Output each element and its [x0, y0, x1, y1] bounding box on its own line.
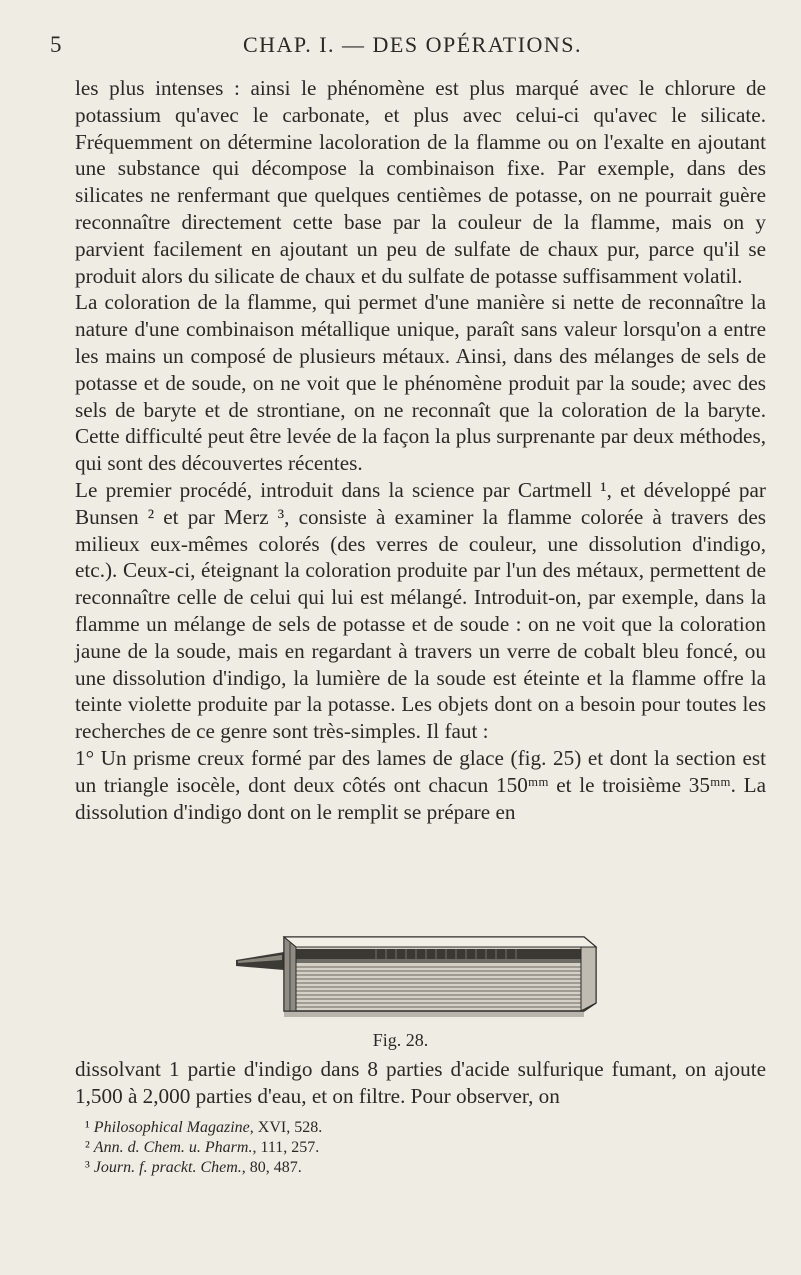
continuation-text: dissolvant 1 partie d'indigo dans 8 parties d'acide sulfurique fumant, on ajoute 1,500 à 2,000 parties d'eau, et on filtre. Pour observer, on: [75, 1057, 766, 1108]
footnotes: [85, 1118, 685, 1178]
footnote-ref: , XVI, 528.: [249, 1119, 323, 1136]
footnote-source: Journ. f. prackt. Chem.: [93, 1159, 242, 1176]
footnote-number: ³: [85, 1159, 90, 1176]
page-header: [50, 32, 775, 62]
footnote: [85, 1158, 685, 1178]
running-head: CHAP. I. — DES OPÉRATIONS.: [242, 32, 583, 57]
footnote-ref: , 111, 257.: [252, 1139, 320, 1156]
prism-figure: [236, 933, 601, 1019]
footnote: [85, 1138, 685, 1158]
footnote-number: ¹: [85, 1119, 90, 1136]
footnote-ref: , 80, 487.: [241, 1159, 302, 1176]
body-text: [75, 75, 766, 825]
footnote-source: Philosophical Magazine: [93, 1119, 250, 1136]
figure-caption: Fig. 28.: [372, 1030, 429, 1050]
paragraph: 1° Un prisme creux formé par des lames de glace (fig. 25) et dont la section est un triangle isocèle, dont deux côtés ont chacun 150ᵐᵐ et le troisième 35ᵐᵐ. La dissolution d'indigo dont on le remplit se prépare en: [75, 745, 766, 824]
paragraph: les plus intenses : ainsi le phénomène est plus marqué avec le chlorure de potassium qu'avec le carbonate, et plus avec celui-ci qu'avec le silicate. Fréquemment on détermine lacoloration de la flamme ou on l'exalte en ajoutant une substance qui décompose la combinaison fixe. Par exemple, dans des silicates ne renfermant que quelques centièmes de potasse, on ne pourrait guère reconnaître directement cette base par la couleur de la flamme, mais on y parvient facilement en ajoutant un peu de sulfate de chaux pur, parce qu'il se produit alors du silicate de chaux et du sulfate de potasse suffisamment volatil.: [75, 76, 766, 288]
page-number: 5: [50, 32, 62, 57]
paragraph: La coloration de la flamme, qui permet d'une manière si nette de reconnaître la nature d'une combinaison métallique unique, paraît sans valeur lorsqu'on a entre les mains un composé de plusieurs métaux. Ainsi, dans des mélanges de sels de potasse et de soude, on ne voit que le phénomène produit par la soude; avec des sels de baryte et de strontiane, on ne reconnaît que la coloration de la baryte. Cette difficulté peut être levée de la façon la plus surprenante par deux méthodes, qui sont des découvertes récentes.: [75, 290, 766, 476]
footnote-number: ²: [85, 1139, 90, 1156]
paragraph: Le premier procédé, introduit dans la science par Cartmell ¹, et développé par Bunsen ² et par Merz ³, consiste à examiner la flamme colorée à travers des milieux eux-mêmes colorés (des verres de couleur, une dissolution d'indigo, etc.). Ceux-ci, éteignant la coloration produite par l'un des métaux, permettent de reconnaître celle de celui qui lui est mélangé. Introduit-on, par exemple, dans la flamme un mélange de sels de potasse et de soude : on ne voit que la coloration jaune de la soude, mais en regardant à travers un verre de cobalt bleu foncé, ou une dissolution d'indigo, la lumière de la soude est éteinte et la flamme offre la teinte violette produite par la potasse. Les objets dont on a besoin pour toutes les recherches de ce genre sont très-simples. Il faut :: [75, 477, 766, 744]
hollow-prism-illustration: [236, 933, 601, 1019]
footnote: [85, 1118, 685, 1138]
footnote-source: Ann. d. Chem. u. Pharm.: [93, 1139, 253, 1156]
